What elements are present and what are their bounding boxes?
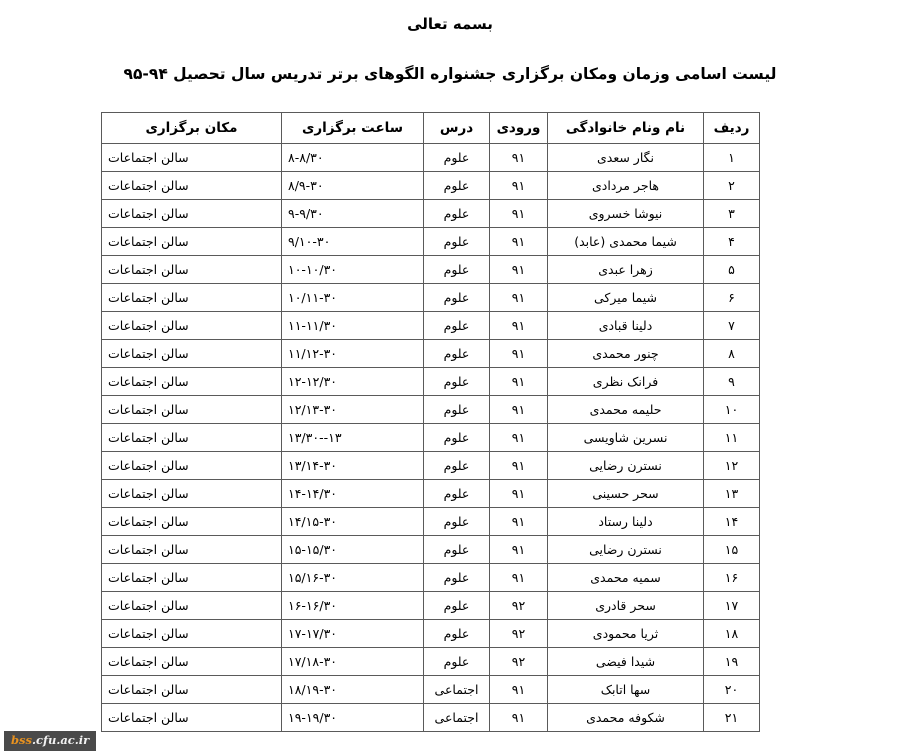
- cell-entry: ۹۱: [490, 536, 548, 564]
- cell-radif: ۱۵: [704, 536, 760, 564]
- cell-radif: ۴: [704, 228, 760, 256]
- cell-place: سالن اجتماعات: [102, 396, 282, 424]
- cell-place: سالن اجتماعات: [102, 340, 282, 368]
- cell-radif: ۱۷: [704, 592, 760, 620]
- cell-time: ۱۳--۱۳/۳۰: [282, 424, 424, 452]
- cell-radif: ۷: [704, 312, 760, 340]
- cell-entry: ۹۱: [490, 340, 548, 368]
- watermark-domain: .cfu.ac.ir: [32, 733, 90, 747]
- cell-radif: ۱۳: [704, 480, 760, 508]
- cell-course: علوم: [424, 648, 490, 676]
- cell-entry: ۹۲: [490, 592, 548, 620]
- cell-time: ۸/۹-۳۰: [282, 172, 424, 200]
- table-row: [102, 424, 760, 452]
- cell-radif: ۱۱: [704, 424, 760, 452]
- table-row: [102, 704, 760, 732]
- cell-time: ۱۵/۱۶-۳۰: [282, 564, 424, 592]
- cell-time: ۱۶-۱۶/۳۰: [282, 592, 424, 620]
- cell-radif: ۹: [704, 368, 760, 396]
- cell-course: علوم: [424, 312, 490, 340]
- cell-course: اجتماعی: [424, 676, 490, 704]
- cell-entry: ۹۱: [490, 564, 548, 592]
- cell-entry: ۹۱: [490, 256, 548, 284]
- cell-entry: ۹۱: [490, 228, 548, 256]
- column-header-name: نام ونام خانوادگی: [548, 113, 704, 144]
- cell-course: علوم: [424, 564, 490, 592]
- cell-time: ۱۲-۱۲/۳۰: [282, 368, 424, 396]
- cell-name: سحر حسینی: [548, 480, 704, 508]
- cell-course: علوم: [424, 452, 490, 480]
- cell-place: سالن اجتماعات: [102, 676, 282, 704]
- site-watermark: [4, 731, 96, 751]
- cell-radif: ۱۹: [704, 648, 760, 676]
- table-header: [102, 113, 760, 144]
- table-row: [102, 676, 760, 704]
- cell-time: ۸-۸/۳۰: [282, 144, 424, 172]
- cell-name: حلیمه محمدی: [548, 396, 704, 424]
- table-row: [102, 396, 760, 424]
- cell-time: ۱۴/۱۵-۳۰: [282, 508, 424, 536]
- cell-entry: ۹۱: [490, 480, 548, 508]
- table-row: [102, 144, 760, 172]
- schedule-table-container: [102, 112, 760, 732]
- cell-time: ۱۱/۱۲-۳۰: [282, 340, 424, 368]
- cell-name: نسرین شاویسی: [548, 424, 704, 452]
- cell-course: علوم: [424, 396, 490, 424]
- cell-entry: ۹۱: [490, 144, 548, 172]
- cell-place: سالن اجتماعات: [102, 200, 282, 228]
- cell-name: فرانک نظری: [548, 368, 704, 396]
- table-row: [102, 200, 760, 228]
- cell-name: هاجر مردادی: [548, 172, 704, 200]
- cell-name: شکوفه محمدی: [548, 704, 704, 732]
- cell-entry: ۹۱: [490, 312, 548, 340]
- table-row: [102, 228, 760, 256]
- cell-name: چنور محمدی: [548, 340, 704, 368]
- cell-entry: ۹۱: [490, 200, 548, 228]
- cell-time: ۱۸/۱۹-۳۰: [282, 676, 424, 704]
- cell-course: علوم: [424, 172, 490, 200]
- table-row: [102, 620, 760, 648]
- cell-name: زهرا عبدی: [548, 256, 704, 284]
- cell-radif: ۱۸: [704, 620, 760, 648]
- table-row: [102, 480, 760, 508]
- table-body: [102, 144, 760, 732]
- cell-place: سالن اجتماعات: [102, 172, 282, 200]
- cell-radif: ۱۶: [704, 564, 760, 592]
- cell-name: دلینا رستاد: [548, 508, 704, 536]
- cell-radif: ۳: [704, 200, 760, 228]
- cell-name: شیما میرکی: [548, 284, 704, 312]
- cell-radif: ۲۰: [704, 676, 760, 704]
- cell-name: ثریا محمودی: [548, 620, 704, 648]
- cell-time: ۹-۹/۳۰: [282, 200, 424, 228]
- cell-time: ۱۲/۱۳-۳۰: [282, 396, 424, 424]
- table-row: [102, 312, 760, 340]
- table-row: [102, 508, 760, 536]
- cell-place: سالن اجتماعات: [102, 368, 282, 396]
- cell-place: سالن اجتماعات: [102, 564, 282, 592]
- cell-course: علوم: [424, 284, 490, 312]
- cell-place: سالن اجتماعات: [102, 648, 282, 676]
- cell-radif: ۲: [704, 172, 760, 200]
- table-row: [102, 340, 760, 368]
- cell-course: علوم: [424, 620, 490, 648]
- cell-time: ۱۰/۱۱-۳۰: [282, 284, 424, 312]
- column-header-place: مکان برگزاری: [102, 113, 282, 144]
- table-row: [102, 564, 760, 592]
- cell-course: علوم: [424, 340, 490, 368]
- cell-entry: ۹۲: [490, 648, 548, 676]
- cell-radif: ۶: [704, 284, 760, 312]
- cell-name: نسترن رضایی: [548, 452, 704, 480]
- cell-course: علوم: [424, 256, 490, 284]
- table-row: [102, 368, 760, 396]
- cell-radif: ۸: [704, 340, 760, 368]
- cell-place: سالن اجتماعات: [102, 284, 282, 312]
- cell-course: علوم: [424, 424, 490, 452]
- cell-time: ۱۹-۱۹/۳۰: [282, 704, 424, 732]
- cell-entry: ۹۱: [490, 704, 548, 732]
- cell-time: ۱۱-۱۱/۳۰: [282, 312, 424, 340]
- cell-place: سالن اجتماعات: [102, 536, 282, 564]
- cell-name: شیما محمدی (عابد): [548, 228, 704, 256]
- cell-course: اجتماعی: [424, 704, 490, 732]
- cell-course: علوم: [424, 536, 490, 564]
- cell-radif: ۱۰: [704, 396, 760, 424]
- cell-entry: ۹۱: [490, 172, 548, 200]
- cell-time: ۱۳/۱۴-۳۰: [282, 452, 424, 480]
- cell-entry: ۹۱: [490, 368, 548, 396]
- cell-entry: ۹۱: [490, 284, 548, 312]
- cell-radif: ۱۲: [704, 452, 760, 480]
- table-row: [102, 648, 760, 676]
- cell-course: علوم: [424, 144, 490, 172]
- cell-place: سالن اجتماعات: [102, 312, 282, 340]
- cell-place: سالن اجتماعات: [102, 144, 282, 172]
- cell-time: ۹/۱۰-۳۰: [282, 228, 424, 256]
- cell-course: علوم: [424, 480, 490, 508]
- cell-name: نیوشا خسروی: [548, 200, 704, 228]
- table-row: [102, 592, 760, 620]
- cell-name: شیدا فیضی: [548, 648, 704, 676]
- cell-radif: ۲۱: [704, 704, 760, 732]
- column-header-entry: ورودی: [490, 113, 548, 144]
- cell-time: ۱۰-۱۰/۳۰: [282, 256, 424, 284]
- cell-place: سالن اجتماعات: [102, 480, 282, 508]
- schedule-table: [101, 112, 760, 732]
- cell-course: علوم: [424, 592, 490, 620]
- cell-course: علوم: [424, 368, 490, 396]
- watermark-brand: bss: [11, 733, 32, 747]
- cell-entry: ۹۱: [490, 508, 548, 536]
- table-row: [102, 172, 760, 200]
- cell-place: سالن اجتماعات: [102, 704, 282, 732]
- cell-place: سالن اجتماعات: [102, 592, 282, 620]
- column-header-radif: ردیف: [704, 113, 760, 144]
- table-row: [102, 536, 760, 564]
- cell-place: سالن اجتماعات: [102, 424, 282, 452]
- cell-time: ۱۵-۱۵/۳۰: [282, 536, 424, 564]
- cell-name: نگار سعدی: [548, 144, 704, 172]
- cell-entry: ۹۲: [490, 620, 548, 648]
- column-header-course: درس: [424, 113, 490, 144]
- cell-radif: ۵: [704, 256, 760, 284]
- cell-course: علوم: [424, 200, 490, 228]
- cell-place: سالن اجتماعات: [102, 256, 282, 284]
- table-row: [102, 284, 760, 312]
- cell-name: سها اتابک: [548, 676, 704, 704]
- cell-place: سالن اجتماعات: [102, 228, 282, 256]
- cell-entry: ۹۱: [490, 424, 548, 452]
- cell-name: سمیه محمدی: [548, 564, 704, 592]
- cell-entry: ۹۱: [490, 452, 548, 480]
- cell-radif: ۱: [704, 144, 760, 172]
- cell-place: سالن اجتماعات: [102, 508, 282, 536]
- cell-course: علوم: [424, 228, 490, 256]
- page-subtitle: لیست اسامی وزمان ومکان برگزاری جشنواره الگوهای برتر تدریس سال تحصیل ۹۴-۹۵: [123, 65, 777, 83]
- page-title: بسمه تعالی: [407, 15, 493, 33]
- cell-time: ۱۴-۱۴/۳۰: [282, 480, 424, 508]
- table-row: [102, 256, 760, 284]
- cell-time: ۱۷-۱۷/۳۰: [282, 620, 424, 648]
- cell-place: سالن اجتماعات: [102, 620, 282, 648]
- cell-entry: ۹۱: [490, 676, 548, 704]
- cell-time: ۱۷/۱۸-۳۰: [282, 648, 424, 676]
- cell-name: نسترن رضایی: [548, 536, 704, 564]
- table-row: [102, 452, 760, 480]
- cell-place: سالن اجتماعات: [102, 452, 282, 480]
- cell-name: دلینا قبادی: [548, 312, 704, 340]
- cell-entry: ۹۱: [490, 396, 548, 424]
- column-header-time: ساعت برگزاری: [282, 113, 424, 144]
- cell-course: علوم: [424, 508, 490, 536]
- cell-name: سحر قادری: [548, 592, 704, 620]
- table-header-row: [102, 113, 760, 144]
- cell-radif: ۱۴: [704, 508, 760, 536]
